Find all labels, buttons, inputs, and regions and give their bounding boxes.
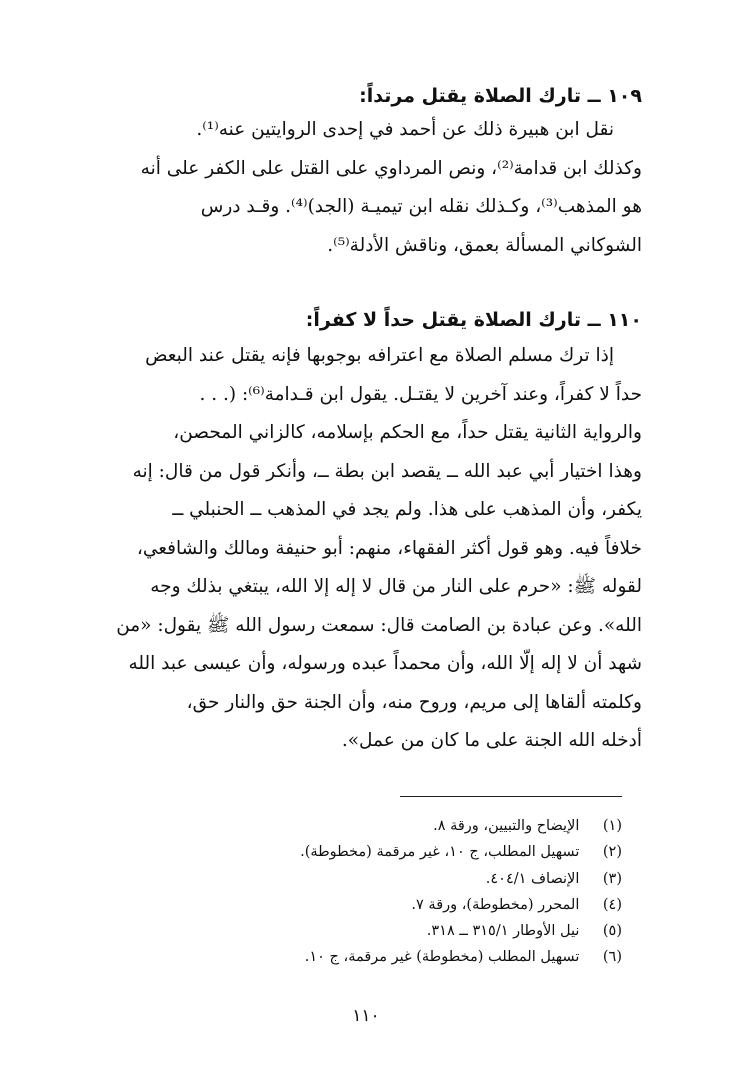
footnote-number: (٢)	[602, 844, 622, 861]
footnote-item	[122, 839, 622, 865]
footnote-item	[122, 813, 622, 839]
paragraph-line: شهد أن لا إله إلّا الله، وأن محمداً عبده ورسوله، وأن عيسى عبد الله	[128, 653, 642, 674]
page-number: ١١٠	[352, 1006, 380, 1026]
footnote-number: (٥)	[602, 923, 622, 940]
section-110-heading: ١١٠ ــ تارك الصلاة يقتل حداً لا كفراً:	[305, 309, 642, 331]
footnote-item	[122, 944, 622, 970]
footnote-number: (٣)	[602, 870, 622, 887]
footnote-number: (١)	[602, 818, 622, 834]
footnote-text: نيل الأوطار ٣١٥/١ ــ ٣١٨.	[426, 923, 580, 940]
footnote-number: (٦)	[602, 949, 622, 966]
footnote-text: المحرر (مخطوطة)، ورقة ٧.	[411, 896, 580, 913]
footnote-text: الإيضاح والتبيين، ورقة ٨.	[433, 818, 580, 834]
section-109-body	[67, 111, 642, 265]
paragraph-line: والرواية الثانية يقتل حداً، مع الحكم بإسلامه، كالزاني المحصن،	[173, 422, 642, 443]
paragraph-line: الله». وعن عبادة بن الصامت قال: سمعت رسول الله ﷺ يقول: «من	[116, 614, 642, 636]
paragraph-line: لقوله ﷺ: «حرم على النار من قال لا إله إلا الله، يبتغي بذلك وجه	[150, 576, 642, 597]
paragraph-line: نقل ابن هبيرة ذلك عن أحمد في إحدى الروايتين عنه⁽¹⁾.	[196, 119, 614, 140]
footnote-number: (٤)	[602, 896, 622, 913]
section-109-heading: ١٠٩ ــ تارك الصلاة يقتل مرتداً:	[359, 85, 642, 107]
paragraph-line: يكفر، وأن المذهب على هذا. ولم يجد في المذهب ــ الحنبلي ــ	[172, 499, 642, 520]
paragraph-line: وكذلك ابن قدامة⁽²⁾، ونص المرداوي على القتل على الكفر على أنه	[140, 157, 642, 179]
footnote-item	[122, 866, 622, 892]
paragraph-line: وهذا اختيار أبي عبد الله ــ يقصد ابن بطة ــ، وأنكر قول من قال: إنه	[132, 460, 642, 482]
paragraph-line: حداً لا كفراً، وعند آخرين لا يقتـل. يقول ابن قـدامة⁽⁶⁾: (. . .	[199, 383, 642, 405]
footnotes	[122, 813, 622, 971]
section-110-body	[67, 337, 642, 761]
paragraph-line: وكلمته ألقاها إلى مريم، وروح منه، وأن الجنة حق والنار حق،	[186, 691, 642, 713]
footnote-text: تسهيل المطلب، ج ١٠، غير مرقمة (مخطوطة).	[300, 844, 580, 861]
footnote-item	[122, 918, 622, 944]
paragraph-line: هو المذهب⁽³⁾، وكـذلك نقله ابن تيميـة (الجد)⁽⁴⁾. وقـد درس	[200, 196, 642, 217]
paragraph-line: إذا ترك مسلم الصلاة مع اعترافه بوجوبها فإنه يقتل عند البعض	[145, 345, 614, 366]
paragraph-line: الشوكاني المسألة بعمق، وناقش الأدلة⁽⁵⁾.	[327, 234, 642, 256]
footnote-item	[122, 892, 622, 918]
paragraph-line: أدخله الله الجنة على ما كان من عمل».	[341, 730, 642, 751]
footnote-text: تسهيل المطلب (مخطوطة) غير مرقمة، ج ١٠.	[304, 949, 580, 966]
paragraph-line: خلافاً فيه. وهو قول أكثر الفقهاء، منهم: أبو حنيفة ومالك والشافعي،	[136, 537, 642, 559]
footnote-text: الإنصاف ٤٠٤/١.	[485, 870, 580, 887]
footnote-divider	[400, 796, 622, 797]
